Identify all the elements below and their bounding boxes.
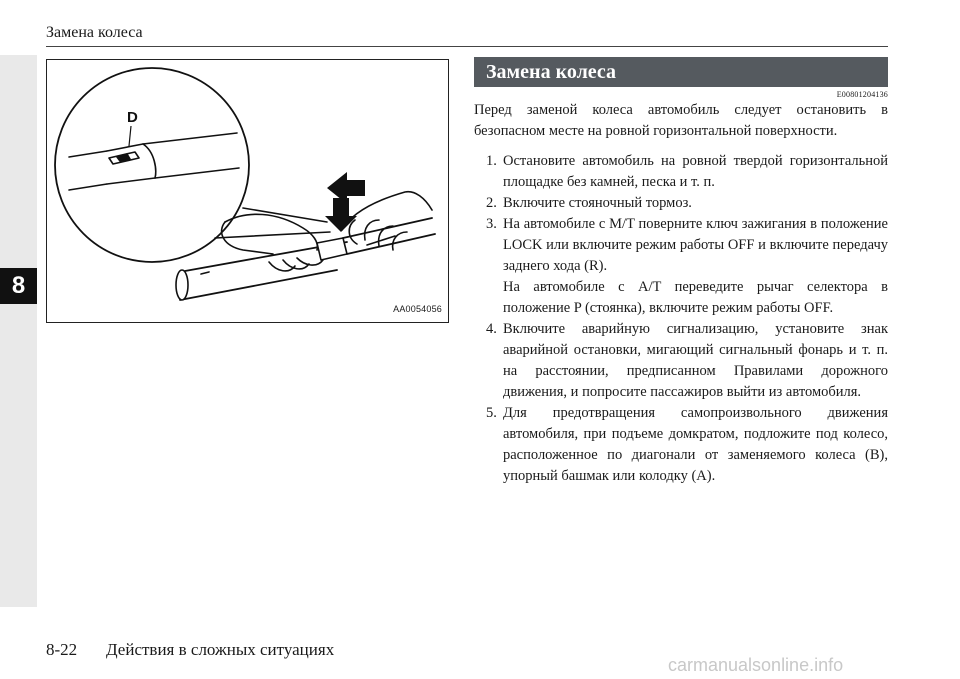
chapter-tab[interactable]: 8	[0, 268, 37, 304]
figure-code: AA0054056	[393, 304, 442, 314]
step-text: Остановите автомобиль на ровной твердой горизонтальной площадке без камней, песка и т. п.	[503, 153, 888, 190]
step-number: 1.	[486, 153, 497, 169]
step-4	[474, 319, 888, 403]
step-text: Включите стояночный тормоз.	[503, 195, 692, 211]
header-rule	[46, 46, 888, 47]
label-d: D	[127, 109, 138, 126]
watermark[interactable]: carmanualsonline.info	[668, 655, 844, 675]
step-number: 2.	[486, 195, 497, 211]
steps-list	[474, 151, 888, 487]
jack-handle-illustration	[47, 60, 448, 322]
intro-paragraph: Перед заменой колеса автомобиль следует остановить в безопасном месте на ровной горизонтальной поверхности.	[474, 102, 888, 139]
step-5	[474, 403, 888, 487]
step-number: 4.	[486, 321, 497, 337]
side-band	[0, 55, 37, 607]
step-number: 5.	[486, 405, 497, 421]
footer-chapter-title: Действия в сложных ситуациях	[106, 640, 335, 659]
step-text: Для предотвращения самопроизвольного движения автомобиля, при подъеме домкратом, подложите под колесо, расположенное по диагонали от заменяемого колеса (B), упорный башмак или колодку (A).	[503, 405, 888, 484]
section-title: Замена колеса	[474, 57, 888, 87]
running-title: Замена колеса	[46, 24, 143, 41]
figure-jack-handle	[46, 59, 449, 323]
step-3	[474, 214, 888, 319]
step-text: Включите аварийную сигнализацию, установите знак аварийной остановки, мигающий сигнальный фонарь и т. п. на расстоянии, предписанном Правилами дорожного движения, и попросите пассажиров выйти из автомобиля.	[503, 321, 888, 400]
step-note: На автомобиле с A/T переведите рычаг селектора в положение P (стоянка), включите режим работы OFF.	[503, 279, 888, 316]
step-2	[474, 193, 888, 214]
step-text: На автомобиле с M/T поверните ключ зажигания в положение LOCK или включите режим работы OFF и включите передачу заднего хода (R).	[503, 216, 888, 274]
step-number: 3.	[486, 216, 497, 232]
section-code: E00801204136	[836, 90, 888, 99]
page-number: 8-22	[46, 640, 78, 659]
step-1	[474, 151, 888, 193]
